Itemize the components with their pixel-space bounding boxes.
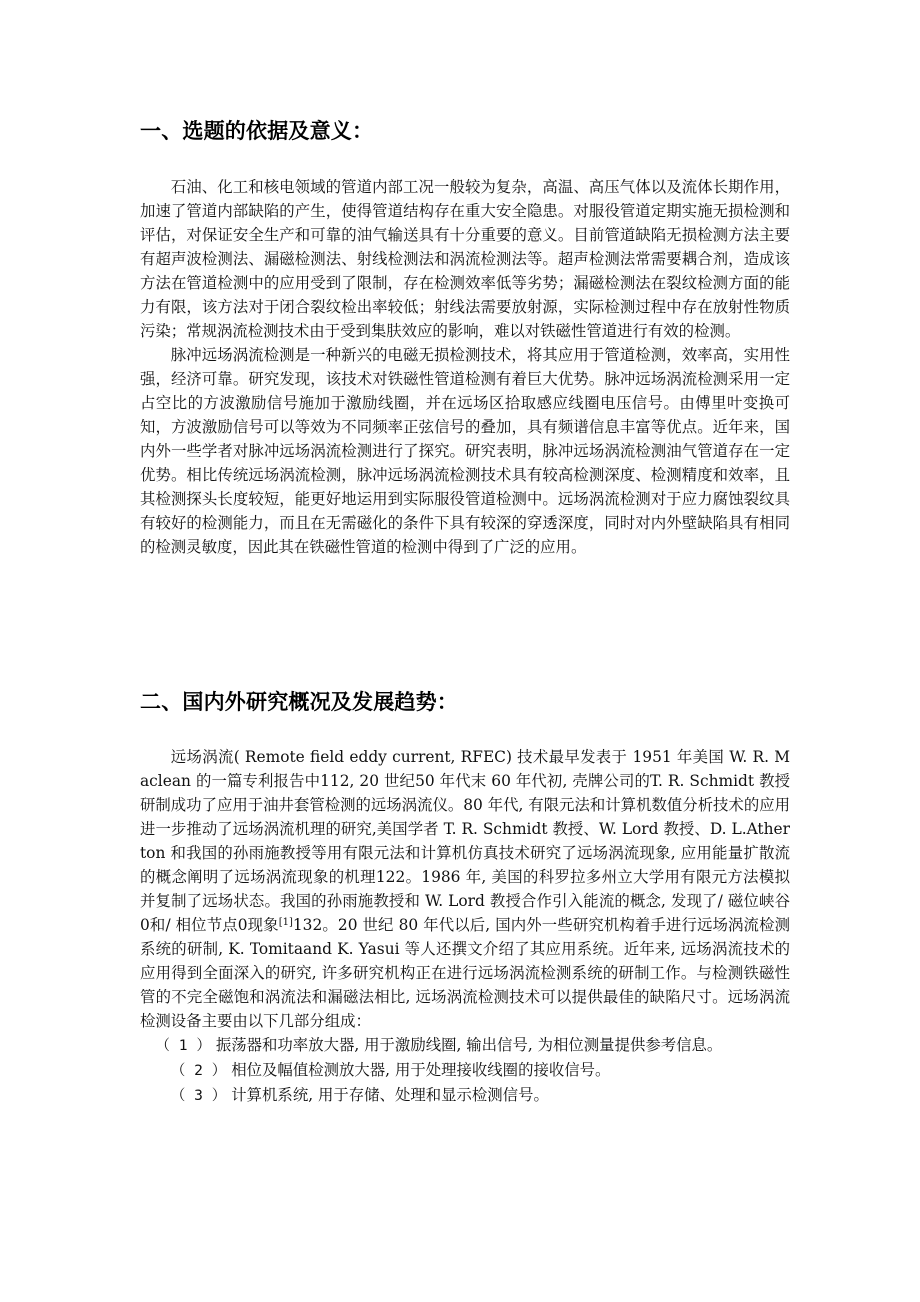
- paragraph-rfec-history-text-after-reference: 132。20 世纪 80 年代以后, 国内外一些研究机构着手进行远场涡流检测系统的研制, K. Tomitaand K. Yasui 等人还撰文介绍了其应用系统。近年来, 远场涡流技术的应用得到全面深入的研究, 许多研究机构正在进行远场涡流检测系统的研制工作。与检测铁磁性管的不完全磁饱和涡流法和漏磁法相比, 远场涡流检测技术可以提供最佳的缺陷尺寸。远场涡流检测设备主要由以下几部分组成：: [140, 916, 790, 1030]
- list-item-text: 相位及幅值检测放大器, 用于处理接收线圈的接收信号。: [231, 1061, 611, 1079]
- list-item-phase-and-amplitude-detection: [140, 1058, 790, 1083]
- list-item-text: 计算机系统, 用于存储、处理和显示检测信号。: [231, 1086, 549, 1104]
- paragraph-pipeline-inspection-methods: 石油、化工和核电领域的管道内部工况一般较为复杂，高温、高压气体以及流体长期作用，加速了管道内部缺陷的产生，使得管道结构存在重大安全隐患。对服役管道定期实施无损检测和评估，对保证安全生产和可靠的油气输送具有十分重要的意义。目前管道缺陷无损检测方法主要有超声波检测法、漏磁检测法、射线检测法和涡流检测法等。超声检测法常需要耦合剂，造成该方法在管道检测中的应用受到了限制，存在检测效率低等劣势；漏磁检测法在裂纹检测方面的能力有限，该方法对于闭合裂纹检出率较低；射线法需要放射源，实际检测过程中存在放射性物质污染；常规涡流检测技术由于受到集肤效应的影响，难以对铁磁性管道进行有效的检测。: [140, 178, 790, 340]
- paragraph-rfec-history-text-before-reference: 远场涡流( Remote field eddy current, RFEC) 技术最早发表于 1951 年美国 W. R. Maclean 的一篇专利报告中112, 20 世纪50 年代末 60 年代初, 壳牌公司的T. R. Schmidt 教授研制成功了应用于油井套管检测的远场涡流仪。80 年代, 有限元法和计算机数值分析技术的应用进一步推动了远场涡流机理的研究,美国学者 T. R. Schmidt 教授、W. Lord 教授、D. L.Atherton 和我国的孙雨施教授等用有限元法和计算机仿真技术研究了远场涡流现象, 应用能量扩散流的概念阐明了远场涡流现象的机理122。1986 年, 美国的科罗拉多州立大学用有限元方法模拟并复制了远场状态。我国的孙雨施教授和 W. Lord 教授合作引入能流的概念, 发现了/ 磁位峡谷0和/ 相位节点0现象: [140, 748, 790, 934]
- section-title-basis-and-significance: 一、选题的依据及意义：: [140, 119, 374, 143]
- list-item-number: （ 2 ）: [170, 1062, 227, 1079]
- section-basis-and-significance-body: [140, 175, 790, 559]
- reference-marker: [1]: [278, 917, 293, 928]
- list-item-oscillator-and-power-amplifier: [140, 1033, 790, 1058]
- paragraph-rfec-history: [140, 745, 790, 1033]
- rfec-equipment-component-list: [140, 1033, 790, 1108]
- list-item-number: （ 1 ）: [155, 1037, 211, 1054]
- list-item-computer-system: [140, 1083, 790, 1108]
- section-research-overview-body: [140, 745, 790, 1108]
- list-item-text: 振荡器和功率放大器, 用于激励线圈, 输出信号, 为相位测量提供参考信息。: [215, 1036, 723, 1054]
- section-title-research-overview: 二、国内外研究概况及发展趋势：: [140, 690, 458, 714]
- list-item-number: （ 3 ）: [170, 1087, 227, 1104]
- paragraph-pulsed-remote-field-eddy-current: 脉冲远场涡流检测是一种新兴的电磁无损检测技术，将其应用于管道检测，效率高，实用性强，经济可靠。研究发现，该技术对铁磁性管道检测有着巨大优势。脉冲远场涡流检测采用一定占空比的方波激励信号施加于激励线圈，并在远场区拾取感应线圈电压信号。由傅里叶变换可知，方波激励信号可以等效为不同频率正弦信号的叠加，具有频谱信息丰富等优点。近年来，国内外一些学者对脉冲远场涡流检测进行了探究。研究表明，脉冲远场涡流检测油气管道存在一定优势。相比传统远场涡流检测，脉冲远场涡流检测技术具有较高检测深度、检测精度和效率，且其检测探头长度较短，能更好地运用到实际服役管道检测中。远场涡流检测对于应力腐蚀裂纹具有较好的检测能力，而且在无需磁化的条件下具有较深的穿透深度，同时对内外壁缺陷具有相同的检测灵敏度，因此其在铁磁性管道的检测中得到了广泛的应用。: [140, 346, 790, 556]
